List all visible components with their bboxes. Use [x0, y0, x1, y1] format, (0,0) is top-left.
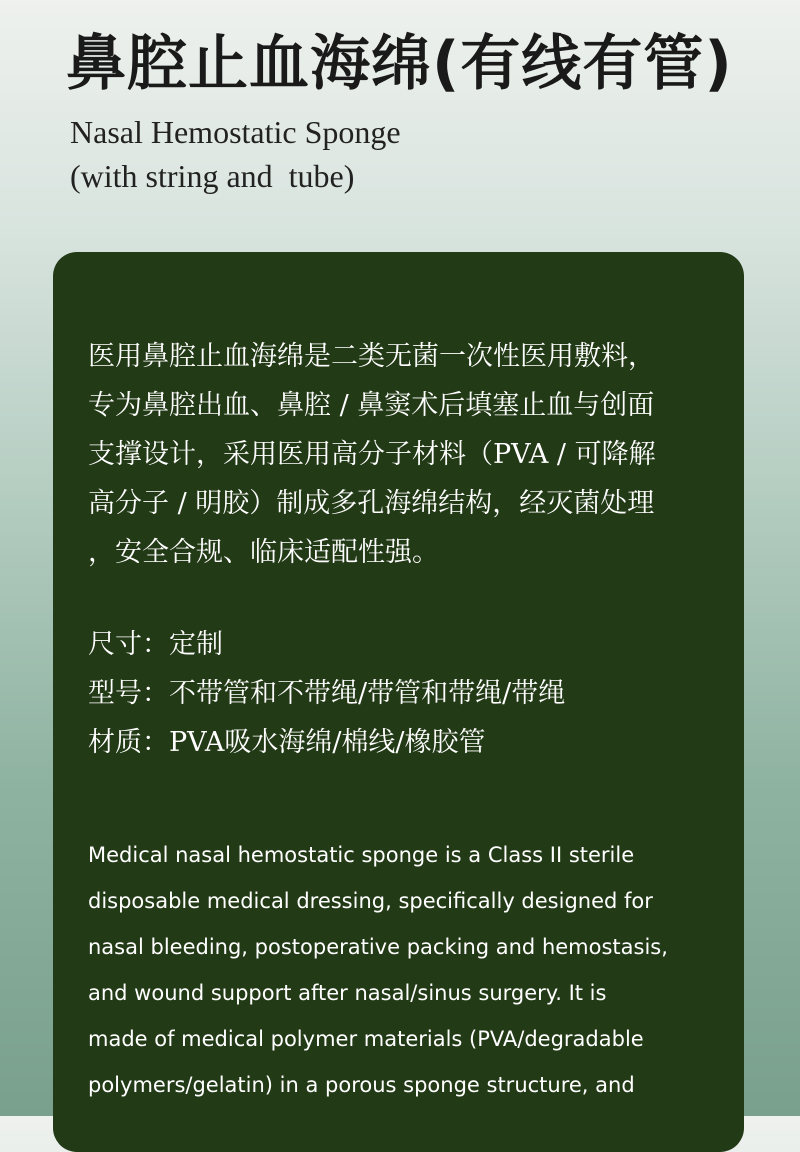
chinese-description-line: ，安全合规、临床适配性强。 — [88, 537, 439, 568]
english-description-line: Medical nasal hemostatic sponge is a Class II sterile — [88, 843, 635, 867]
english-description-line: polymers/gelatin) in a porous sponge structure, and — [88, 1073, 635, 1097]
chinese-description-line: 专为鼻腔出血、鼻腔 / 鼻窦术后填塞止血与创面 — [88, 390, 655, 421]
spec-model: 型号：不带管和不带绳/带管和带绳/带绳 — [88, 678, 566, 709]
spec-list — [88, 620, 565, 767]
spec-material: 材质：PVA吸水海绵/棉线/橡胶管 — [88, 727, 486, 758]
chinese-description-line: 高分子 / 明胶）制成多孔海绵结构，经灭菌处理 — [88, 488, 655, 519]
chinese-description-line: 医用鼻腔止血海绵是二类无菌一次性医用敷料， — [88, 341, 655, 372]
chinese-description-line: 支撑设计，采用医用高分子材料（PVA / 可降解 — [88, 439, 656, 470]
english-description — [88, 832, 668, 1108]
description-card — [53, 252, 744, 1152]
english-description-line: disposable medical dressing, specifically designed for — [88, 889, 653, 913]
spec-size: 尺寸：定制 — [88, 629, 223, 660]
english-description-line: nasal bleeding, postoperative packing and hemostasis, — [88, 935, 668, 959]
subtitle-line-1: Nasal Hemostatic Sponge — [70, 114, 401, 150]
subtitle-line-2: (with string and tube) — [70, 158, 355, 194]
page-subtitle-english — [70, 110, 401, 198]
english-description-line: and wound support after nasal/sinus surgery. It is — [88, 981, 607, 1005]
english-description-line: made of medical polymer materials (PVA/degradable — [88, 1027, 644, 1051]
page-title: 鼻腔止血海绵(有线有管) — [66, 29, 733, 99]
chinese-description — [88, 332, 728, 577]
